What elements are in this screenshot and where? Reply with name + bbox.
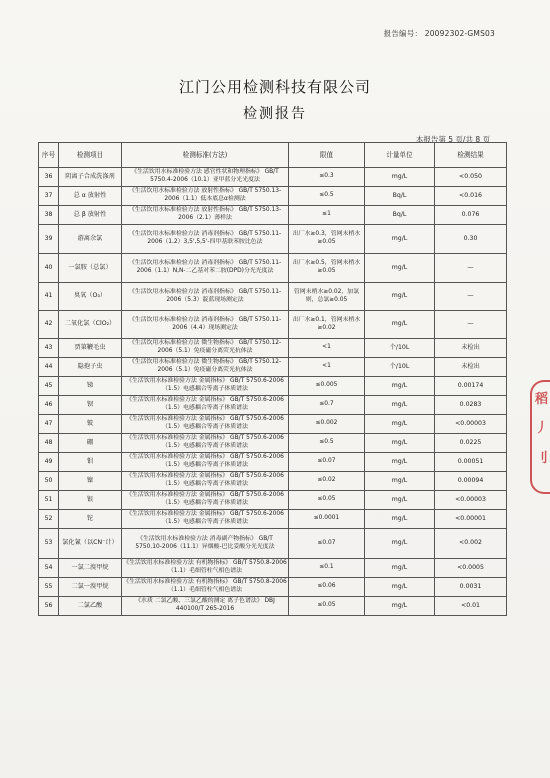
cell-limit: <1	[289, 358, 365, 377]
cell-method: 《生活饮用水标准检验方法 金属指标》 GB/T 5750.6-2006（1.5）电感耦合等离子体质谱法	[122, 472, 289, 491]
cell-no: 39	[39, 225, 59, 254]
cell-method: 《生活饮用水标准检验方法 金属指标》 GB/T 5750.6-2006（1.5）电感耦合等离子体质谱法	[122, 510, 289, 529]
cell-no: 47	[39, 415, 59, 434]
report-title: 检测报告	[243, 106, 307, 122]
cell-no: 44	[39, 358, 59, 377]
cell-method: 《生活饮用水标准检验方法 消毒剂指标》 GB/T 5750.11-2006（1.1）N,N-二乙基对苯二胺(DPD)分光光度法	[122, 254, 289, 283]
cell-result: <0.00001	[435, 510, 507, 529]
table-row	[39, 377, 507, 396]
cell-item: 一氯胺（总氯）	[59, 254, 122, 283]
cell-unit: mg/L	[365, 225, 435, 254]
cell-result: <0.00003	[435, 415, 507, 434]
cell-limit: ≤0.06	[289, 578, 365, 597]
cell-unit: mg/L	[365, 396, 435, 415]
cell-item: 一氯二溴甲烷	[59, 559, 122, 578]
cell-limit: ≤0.07	[289, 529, 365, 559]
cell-result: <0.00003	[435, 491, 507, 510]
table-row	[39, 358, 507, 377]
table-row	[39, 578, 507, 597]
cell-item: 硼	[59, 434, 122, 453]
cell-item: 二氯一溴甲烷	[59, 578, 122, 597]
cell-no: 56	[39, 597, 59, 616]
cell-method: 《生活饮用水标准检验方法 放射性指标》 GB/T 5750.13-2006（2.1）薄样法	[122, 206, 289, 225]
table-row	[39, 339, 507, 358]
cell-unit: mg/L	[365, 491, 435, 510]
cell-result: 0.0283	[435, 396, 507, 415]
cell-result: 未检出	[435, 339, 507, 358]
cell-limit: ≤0.5	[289, 434, 365, 453]
cell-limit: ≤0.1	[289, 559, 365, 578]
cell-method: 《生活饮用水标准检验方法 金属指标》 GB/T 5750.6-2006（1.5）电感耦合等离子体质谱法	[122, 491, 289, 510]
cell-method: 《生活饮用水标准检验方法 有机物指标》 GB/T 5750.8-2006（1.1）毛细管柱气相色谱法	[122, 559, 289, 578]
cell-no: 40	[39, 254, 59, 283]
cell-result: 0.0225	[435, 434, 507, 453]
cell-no: 54	[39, 559, 59, 578]
cell-result: <0.050	[435, 168, 507, 187]
cell-item: 氯化氰（以CN⁻计）	[59, 529, 122, 559]
cell-method: 《水质 二氯乙酸、三氯乙酸的测定 离子色谱法》 DBJ 440100/T 265-2016	[122, 597, 289, 616]
table-row	[39, 472, 507, 491]
cell-unit: mg/L	[365, 472, 435, 491]
seal-glyph: 刂	[535, 450, 549, 466]
cell-item: 钼	[59, 453, 122, 472]
col-header-no: 序号	[39, 143, 59, 168]
cell-item: 阴离子合成洗涤剂	[59, 168, 122, 187]
page-indicator: 本报告第 5 页/共 8 页	[415, 135, 490, 144]
seal-glyph: 稻	[535, 392, 549, 407]
cell-item: 隐孢子虫	[59, 358, 122, 377]
table-row	[39, 559, 507, 578]
cell-limit: 管网末梢水≥0.02，加氯则，总氯≥0.05	[289, 283, 365, 311]
cell-item: 臭氧（O₃）	[59, 283, 122, 311]
cell-limit: ≤0.002	[289, 415, 365, 434]
cell-no: 41	[39, 283, 59, 311]
col-header-limit: 限值	[289, 143, 365, 168]
cell-method: 《生活饮用水标准检验方法 消毒剂指标》 GB/T 5750.11-2006（4.4）现场测定法	[122, 311, 289, 339]
table-row	[39, 311, 507, 339]
cell-result: 0.0031	[435, 578, 507, 597]
table-row	[39, 491, 507, 510]
cell-item: 镍	[59, 472, 122, 491]
cell-no: 45	[39, 377, 59, 396]
cell-result: 0.076	[435, 206, 507, 225]
cell-limit: ≤0.0001	[289, 510, 365, 529]
cell-no: 38	[39, 206, 59, 225]
cell-unit: Bq/L	[365, 206, 435, 225]
cell-unit: 个/10L	[365, 339, 435, 358]
table-row	[39, 453, 507, 472]
cell-item: 贾第鞭毛虫	[59, 339, 122, 358]
cell-limit: ≤0.005	[289, 377, 365, 396]
cell-limit: 出厂水≥0.1，管网末梢水≥0.02	[289, 311, 365, 339]
cell-result: 未检出	[435, 358, 507, 377]
cell-method: 《生活饮用水标准检验方法 微生物指标》 GB/T 5750.12-2006（5.1）免疫磁分离荧光抗体法	[122, 339, 289, 358]
cell-unit: 个/10L	[365, 358, 435, 377]
cell-unit: mg/L	[365, 415, 435, 434]
company-name: 江门公用检测科技有限公司	[178, 78, 371, 96]
cell-no: 37	[39, 187, 59, 206]
cell-unit: mg/L	[365, 453, 435, 472]
cell-item: 二氯乙酸	[59, 597, 122, 616]
table-row	[39, 225, 507, 254]
cell-unit: Bq/L	[365, 187, 435, 206]
cell-method: 《生活饮用水标准检验方法 金属指标》 GB/T 5750.6-2006（1.5）电感耦合等离子体质谱法	[122, 396, 289, 415]
cell-limit: ≤1	[289, 206, 365, 225]
table-row	[39, 168, 507, 187]
cell-limit: ≤0.07	[289, 453, 365, 472]
cell-unit: mg/L	[365, 168, 435, 187]
cell-limit: ≤0.05	[289, 491, 365, 510]
table-row	[39, 187, 507, 206]
table-row	[39, 206, 507, 225]
table-row	[39, 254, 507, 283]
cell-result: 0.00174	[435, 377, 507, 396]
cell-item: 游离余氯	[59, 225, 122, 254]
cell-no: 49	[39, 453, 59, 472]
table-row	[39, 434, 507, 453]
cell-no: 46	[39, 396, 59, 415]
cell-no: 36	[39, 168, 59, 187]
table-row	[39, 529, 507, 559]
cell-unit: mg/L	[365, 578, 435, 597]
col-header-method: 检测标准(方法)	[122, 143, 289, 168]
cell-no: 53	[39, 529, 59, 559]
cell-result: 0.00051	[435, 453, 507, 472]
cell-no: 43	[39, 339, 59, 358]
cell-method: 《生活饮用水标准检验方法 感官性状和物理指标》 GB/T 5750.4-2006（10.1）亚甲蓝分光光度法	[122, 168, 289, 187]
cell-limit: ≤0.02	[289, 472, 365, 491]
cell-result: <0.016	[435, 187, 507, 206]
cell-result: <0.002	[435, 529, 507, 559]
cell-unit: mg/L	[365, 434, 435, 453]
table-header-row	[39, 143, 507, 168]
seal-glyph: 丿	[535, 421, 549, 437]
cell-unit: mg/L	[365, 283, 435, 311]
cell-limit: 出厂水≥0.5，管网末梢水≥0.05	[289, 254, 365, 283]
col-header-result: 检测结果	[435, 143, 507, 168]
cell-method: 《生活饮用水标准检验方法 消毒剂指标》 GB/T 5750.11-2006（1.2）3,5',5,5'-四甲基联苯胺比色法	[122, 225, 289, 254]
cell-result: <0.01	[435, 597, 507, 616]
cell-item: 总 α 放射性	[59, 187, 122, 206]
cell-method: 《生活饮用水标准检验方法 消毒剂指标》 GB/T 5750.11-2006（5.3）靛蓝现场测定法	[122, 283, 289, 311]
cell-method: 《生活饮用水标准检验方法 金属指标》 GB/T 5750.6-2006（1.5）电感耦合等离子体质谱法	[122, 377, 289, 396]
cell-item: 铊	[59, 510, 122, 529]
cell-method: 《生活饮用水标准检验方法 金属指标》 GB/T 5750.6-2006（1.5）电感耦合等离子体质谱法	[122, 434, 289, 453]
cell-no: 48	[39, 434, 59, 453]
cell-no: 42	[39, 311, 59, 339]
cell-method: 《生活饮用水标准检验方法 有机物指标》 GB/T 5750.8-2006（1.1）毛细管柱气相色谱法	[122, 578, 289, 597]
col-header-unit: 计量单位	[365, 143, 435, 168]
cell-result: <0.0005	[435, 559, 507, 578]
table-row	[39, 510, 507, 529]
col-header-item: 检测项目	[59, 143, 122, 168]
cell-no: 52	[39, 510, 59, 529]
cell-result: 0.30	[435, 225, 507, 254]
cell-limit: ≤0.05	[289, 597, 365, 616]
cell-method: 《生活饮用水标准检验方法 消毒副产物指标》 GB/T 5750.10-2006（11.1）异烟酸-巴比妥酸分光光度法	[122, 529, 289, 559]
cell-unit: mg/L	[365, 510, 435, 529]
cell-limit: 出厂水≥0.3，管网末梢水≥0.05	[289, 225, 365, 254]
results-table	[38, 142, 507, 616]
cell-no: 50	[39, 472, 59, 491]
cell-unit: mg/L	[365, 377, 435, 396]
cell-result: 0.00094	[435, 472, 507, 491]
cell-method: 《生活饮用水标准检验方法 微生物指标》 GB/T 5750.12-2006（5.1）免疫磁分离荧光抗体法	[122, 358, 289, 377]
cell-method: 《生活饮用水标准检验方法 金属指标》 GB/T 5750.6-2006（1.5）电感耦合等离子体质谱法	[122, 453, 289, 472]
cell-limit: ≤0.3	[289, 168, 365, 187]
cell-unit: mg/L	[365, 311, 435, 339]
table-row	[39, 415, 507, 434]
cell-item: 铍	[59, 415, 122, 434]
table-row	[39, 283, 507, 311]
cell-result: —	[435, 311, 507, 339]
cell-limit: <1	[289, 339, 365, 358]
cell-unit: mg/L	[365, 597, 435, 616]
table-row	[39, 396, 507, 415]
cell-item: 银	[59, 491, 122, 510]
cell-unit: mg/L	[365, 254, 435, 283]
table-row	[39, 597, 507, 616]
cell-method: 《生活饮用水标准检验方法 金属指标》 GB/T 5750.6-2006（1.5）电感耦合等离子体质谱法	[122, 415, 289, 434]
cell-unit: mg/L	[365, 529, 435, 559]
cell-no: 51	[39, 491, 59, 510]
cell-result: —	[435, 283, 507, 311]
report-number: 报告编号： 20092302-GMS03	[383, 29, 495, 38]
cell-item: 锑	[59, 377, 122, 396]
cell-unit: mg/L	[365, 559, 435, 578]
cell-limit: ≤0.5	[289, 187, 365, 206]
cell-no: 55	[39, 578, 59, 597]
cell-item: 二氧化氯（ClO₂）	[59, 311, 122, 339]
cell-method: 《生活饮用水标准检验方法 放射性指标》 GB/T 5750.13-2006（1.1）低本底总α检测法	[122, 187, 289, 206]
cell-result: —	[435, 254, 507, 283]
cell-item: 钡	[59, 396, 122, 415]
cell-item: 总 β 放射性	[59, 206, 122, 225]
cell-limit: ≤0.7	[289, 396, 365, 415]
company-seal-stamp	[530, 380, 550, 494]
